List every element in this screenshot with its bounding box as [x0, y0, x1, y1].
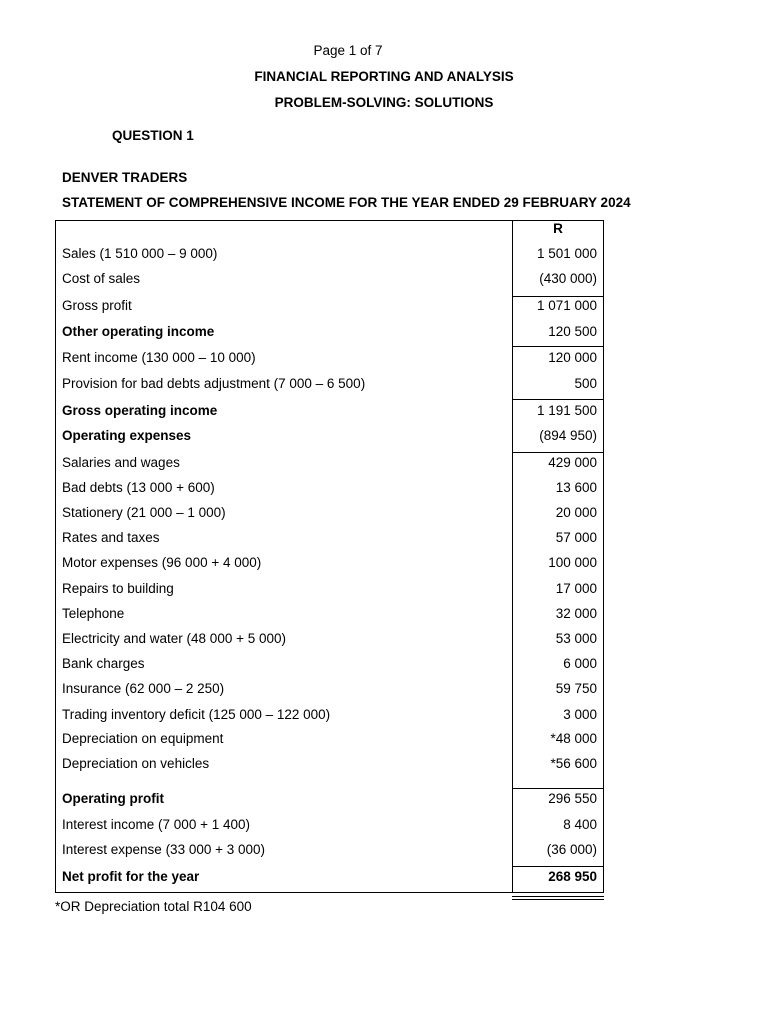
- row-amount: 1 501 000: [536, 246, 597, 261]
- group-border: [512, 788, 604, 789]
- row-label: Salaries and wages: [62, 455, 180, 470]
- row-amount: 1 071 000: [536, 298, 597, 313]
- group-border: [512, 866, 604, 867]
- row-amount: (36 000): [546, 842, 597, 857]
- row-amount: 3 000: [563, 707, 597, 722]
- row-label: Sales (1 510 000 – 9 000): [62, 246, 218, 261]
- row-amount: 59 750: [555, 681, 597, 696]
- document-title: FINANCIAL REPORTING AND ANALYSIS: [254, 69, 514, 84]
- row-label: Interest income (7 000 + 1 400): [62, 817, 250, 832]
- document-subtitle: PROBLEM-SOLVING: SOLUTIONS: [274, 95, 494, 110]
- row-label: Other operating income: [62, 324, 215, 339]
- row-label: Insurance (62 000 – 2 250): [62, 681, 225, 696]
- row-amount: 17 000: [555, 581, 597, 596]
- row-label: Bad debts (13 000 + 600): [62, 480, 215, 495]
- row-label: Gross operating income: [62, 403, 218, 418]
- row-label: Depreciation on equipment: [62, 731, 224, 746]
- row-label: Bank charges: [62, 656, 145, 671]
- row-amount: 500: [574, 376, 597, 391]
- row-label: Net profit for the year: [62, 869, 200, 884]
- row-label: Gross profit: [62, 298, 132, 313]
- row-label: Motor expenses (96 000 + 4 000): [62, 555, 262, 570]
- row-label: Depreciation on vehicles: [62, 756, 210, 771]
- row-amount: 6 000: [563, 656, 597, 671]
- footnote: *OR Depreciation total R104 600: [55, 899, 252, 914]
- row-amount: 8 400: [563, 817, 597, 832]
- group-border: [512, 452, 604, 453]
- currency-header: R: [553, 221, 563, 236]
- row-amount: *48 000: [550, 731, 597, 746]
- row-amount: 57 000: [555, 530, 597, 545]
- row-amount: 20 000: [555, 505, 597, 520]
- row-amount: 429 000: [548, 455, 597, 470]
- row-amount: 53 000: [555, 631, 597, 646]
- group-border: [512, 399, 604, 400]
- row-label: Telephone: [62, 606, 125, 621]
- row-amount: (894 950): [539, 428, 597, 443]
- double-underline: [512, 896, 604, 897]
- row-amount: 296 550: [548, 791, 597, 806]
- row-label: Operating profit: [62, 791, 164, 806]
- question-heading: QUESTION 1: [112, 128, 194, 143]
- row-amount: 120 500: [548, 324, 597, 339]
- row-label: Provision for bad debts adjustment (7 000 – 6 500): [62, 376, 366, 391]
- row-label: Repairs to building: [62, 581, 174, 596]
- row-label: Operating expenses: [62, 428, 192, 443]
- row-amount: *56 600: [550, 756, 597, 771]
- row-label: Rates and taxes: [62, 530, 160, 545]
- page-number: Page 1 of 7: [313, 43, 383, 58]
- row-amount: 100 000: [548, 555, 597, 570]
- row-amount: 120 000: [548, 350, 597, 365]
- row-label: Electricity and water (48 000 + 5 000): [62, 631, 286, 646]
- row-label: Stationery (21 000 – 1 000): [62, 505, 226, 520]
- row-amount: (430 000): [539, 271, 597, 286]
- row-label: Trading inventory deficit (125 000 – 122 000): [62, 707, 331, 722]
- company-name: DENVER TRADERS: [62, 170, 188, 185]
- statement-title: STATEMENT OF COMPREHENSIVE INCOME FOR THE YEAR ENDED 29 FEBRUARY 2024: [62, 195, 631, 210]
- row-amount: 32 000: [555, 606, 597, 621]
- row-amount: 1 191 500: [536, 403, 597, 418]
- row-label: Interest expense (33 000 + 3 000): [62, 842, 266, 857]
- group-border: [512, 296, 604, 297]
- group-border: [512, 346, 604, 347]
- row-amount: 268 950: [548, 869, 597, 884]
- row-label: Cost of sales: [62, 271, 141, 286]
- row-label: Rent income (130 000 – 10 000): [62, 350, 256, 365]
- row-amount: 13 600: [555, 480, 597, 495]
- double-underline: [512, 899, 604, 900]
